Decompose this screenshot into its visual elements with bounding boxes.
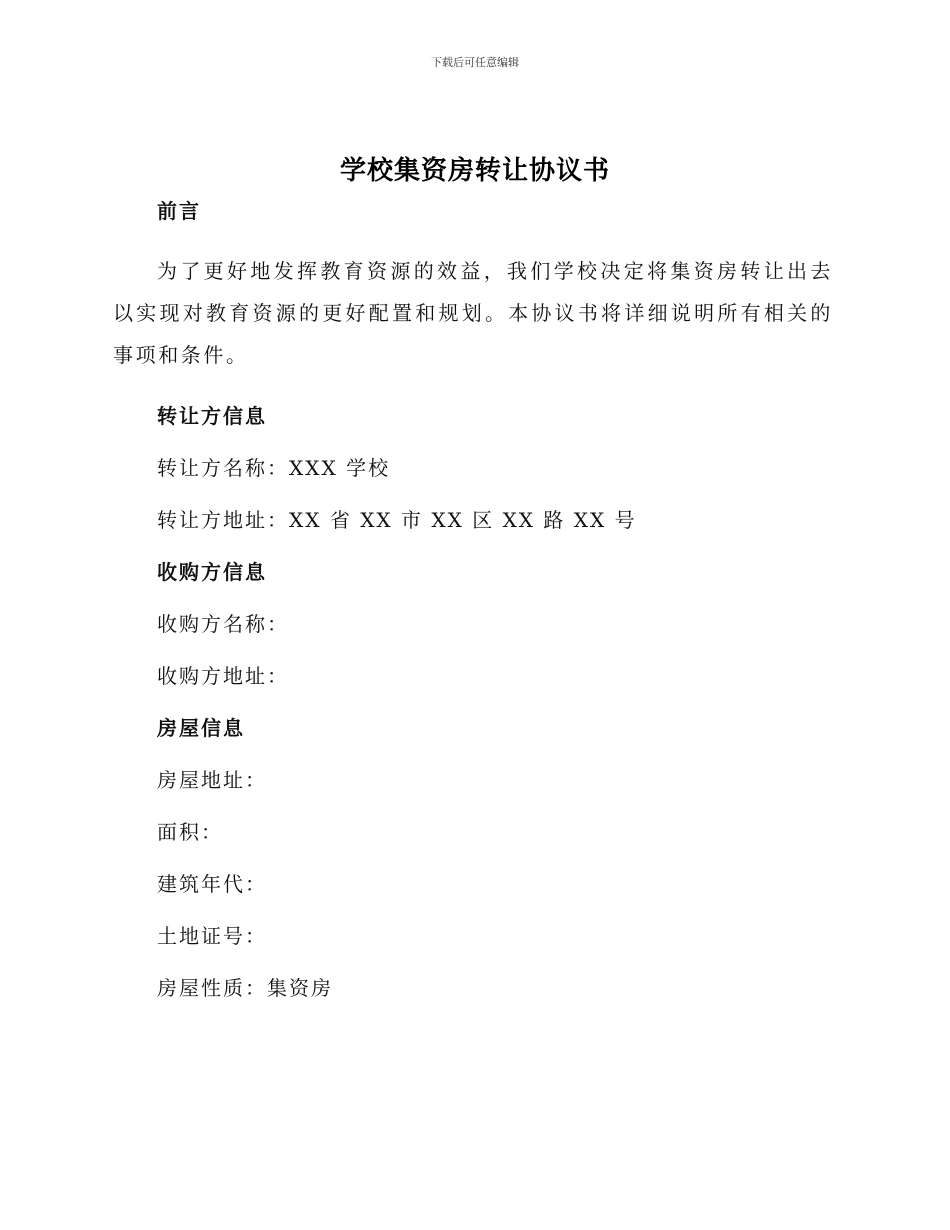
document-body (113, 196, 833, 1003)
section-heading-buyer: 收购方信息 (157, 560, 267, 584)
house-nature-field: 房屋性质：集资房 (157, 976, 333, 1000)
house-address-field: 房屋地址： (157, 768, 267, 792)
house-area-field: 面积： (157, 820, 223, 844)
buyer-address-field: 收购方地址： (157, 664, 289, 688)
section-heading-preface: 前言 (157, 199, 201, 223)
transferor-name-field: 转让方名称：XXX 学校 (157, 456, 391, 480)
section-heading-house: 房屋信息 (157, 716, 245, 740)
preface-paragraph: 为了更好地发挥教育资源的效益，我们学校决定将集资房转让出去以实现对教育资源的更好配置和规划。本协议书将详细说明所有相关的事项和条件。 (113, 259, 833, 367)
house-build-year-field: 建筑年代： (157, 872, 267, 896)
transferor-address-field: 转让方地址：XX 省 XX 市 XX 区 XX 路 XX 号 (157, 508, 637, 532)
buyer-name-field: 收购方名称： (157, 612, 289, 636)
section-heading-transferor: 转让方信息 (157, 404, 267, 428)
document-title: 学校集资房转让协议书 (339, 156, 610, 186)
page-header: 下载后可任意编辑 (431, 56, 519, 69)
house-land-cert-field: 土地证号： (157, 924, 267, 948)
